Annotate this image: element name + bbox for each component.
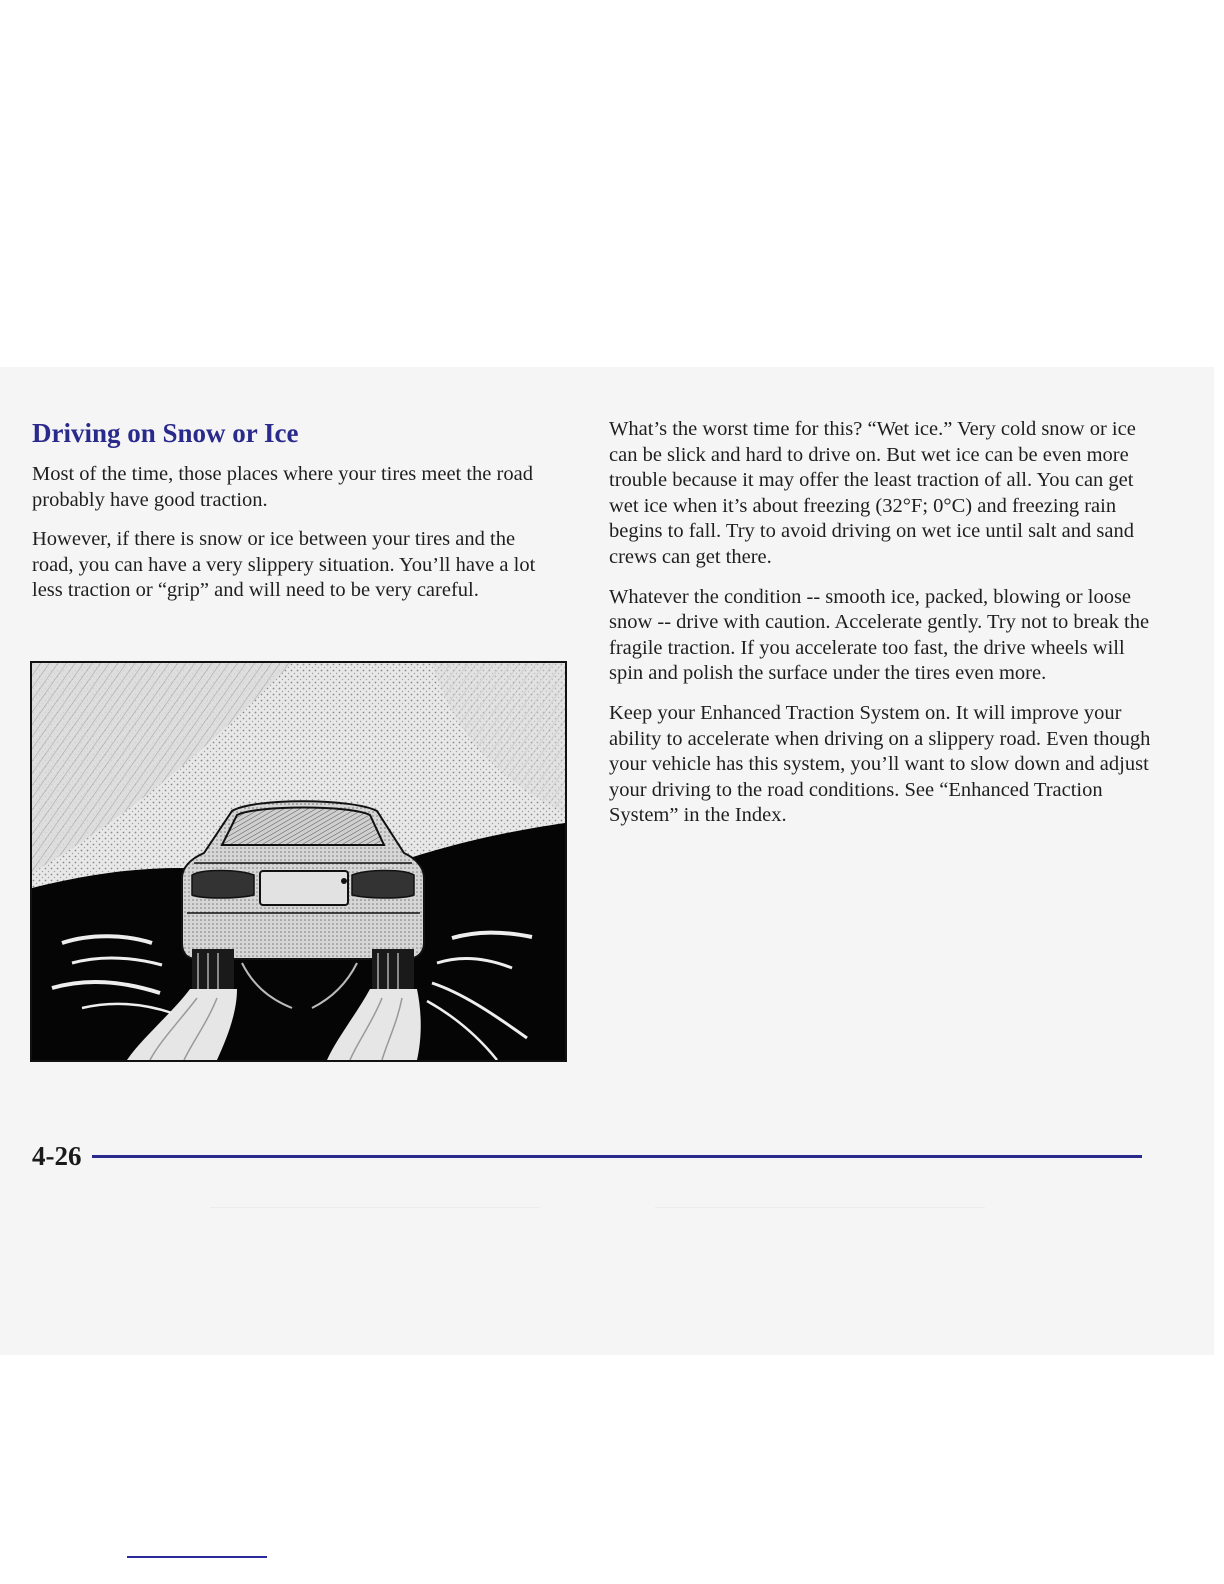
divider xyxy=(655,1207,985,1208)
left-column xyxy=(32,417,542,618)
section-title: Driving on Snow or Ice xyxy=(32,418,299,448)
footer-rule xyxy=(92,1155,1142,1158)
bottom-rule xyxy=(127,1556,267,1558)
body-paragraph: Keep your Enhanced Traction System on. It will improve your ability to accelerate when driving on a slippery road. Even though your vehicle has this system, you’ll want to slow down and adjust your driving to the road conditions. See “Enhanced Traction System” in the Index. xyxy=(609,701,1151,827)
body-paragraph: Whatever the condition -- smooth ice, packed, blowing or loose snow -- drive with caution. Accelerate gently. Try not to break the fragile traction. If you accelerate too fast, the drive wheels will spin and polish the surface under the tires even more. xyxy=(609,585,1150,685)
body-paragraph: However, if there is snow or ice between your tires and the road, you can have a very slippery situation. You’ll have a lot less traction or “grip” and will need to be very careful. xyxy=(32,528,536,602)
car-on-snow-illustration xyxy=(30,661,567,1062)
divider xyxy=(210,1207,540,1208)
body-paragraph: Most of the time, those places where your tires meet the road probably have good traction. xyxy=(32,463,533,511)
body-paragraph: What’s the worst time for this? “Wet ice.” Very cold snow or ice can be slick and hard to drive on. But wet ice can be even more trouble because it may offer the least traction of all. You can get wet ice when it’s about freezing (32°F; 0°C) and freezing rain begins to fall. Try to avoid driving on wet ice until salt and sand crews can get there. xyxy=(609,418,1136,568)
page-number: 4-26 xyxy=(32,1141,82,1171)
right-column xyxy=(609,417,1159,843)
